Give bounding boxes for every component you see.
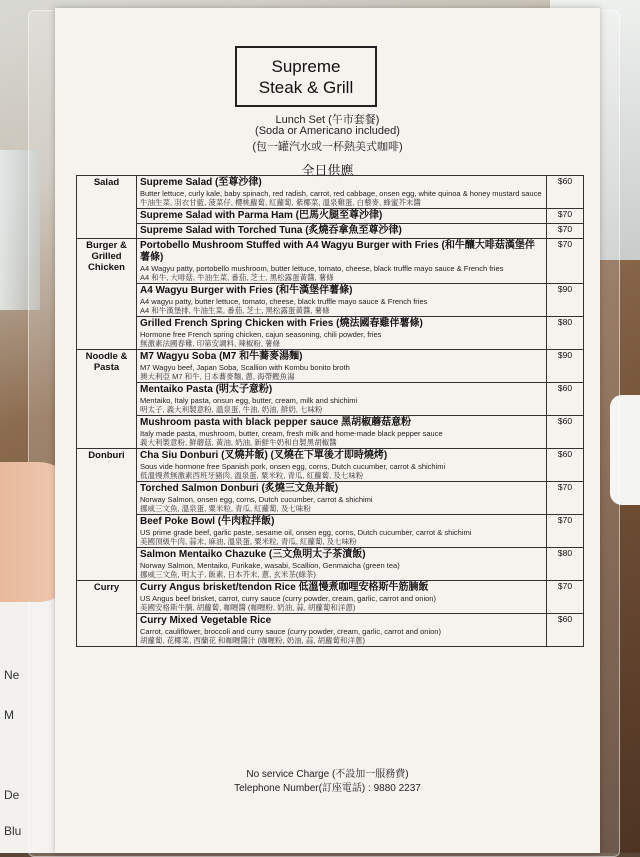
menu-item-cell [137,350,547,383]
menu-item-cell [137,581,547,614]
item-description: Sous vide hormone free Spanish pork, onsen egg, corns, Dutch cucumber, carrot & shichimi [140,462,446,471]
menu-item-row [77,239,584,284]
item-description: Hormone free French spring chicken, cajun seasoning, chili powder, fries [140,330,382,339]
item-description-zh: 胡蘿蔔, 花椰菜, 西蘭花 和咖喱醬汁 (咖喱粉, 奶油, 蒜, 胡蘿蔔和洋蔥) [140,636,365,645]
all-day-note: 全日供應 [301,163,354,178]
item-name: Grilled French Spring Chicken with Fries (燒法國春雞伴薯條) [140,318,423,329]
item-name: Cha Siu Donburi (叉燒丼飯) (叉燒在下單後才即時燒烤) [140,450,388,461]
menu-item-cell [137,614,547,647]
item-description: Norway Salmon, onsen egg, corns, Dutch cucumber, carrot & shichimi [140,495,373,504]
item-description-zh: 牛油生菜, 羽衣甘藍, 菠菜仔, 櫻桃蘿蔔, 紅蘿蔔, 紫椰菜, 溫泉雞蛋, 白藜麥, 蜂蜜芥末醬 [140,198,421,207]
item-description-zh: 義大利製意粉, 鮮蘑菇, 黃油, 奶油, 新鮮牛奶和自製黑胡椒醬 [140,438,337,447]
under-menu-fragment: Ne [4,668,20,682]
category-label: Curry [77,581,137,647]
menu-item-cell [137,224,547,239]
under-menu-fragment: De [4,788,20,802]
menu-item-cell [137,284,547,317]
item-price: $60 [547,449,584,482]
item-price: $70 [547,482,584,515]
item-description: Norway Salmon, Mentaiko, Furikake, wasabi, Scallion, Genmaicha (green tea) [140,561,400,570]
menu-item-row [77,317,584,350]
item-description-zh: 美國頂級牛肉, 蒜末, 麻油, 溫泉蛋, 粟米粒, 青瓜, 紅蘿蔔, 及七味粉 [140,537,357,546]
item-price: $80 [547,317,584,350]
menu-item-row [77,350,584,383]
menu-item-row [77,449,584,482]
item-description-zh: A4 和牛漢堡排, 牛油生菜, 番茄, 芝士, 黑松露蛋黃醬, 薯條 [140,306,330,315]
item-description-zh: 美國安格斯牛腩, 胡蘿蔔, 咖喱醬 (咖喱粉, 奶油, 蒜, 胡蘿蔔和洋蔥) [140,603,356,612]
menu-item-row [77,515,584,548]
menu-item-cell [137,515,547,548]
under-menu-fragment: Blu [4,824,22,838]
menu-item-cell [137,383,547,416]
item-description: US prime grade beef, garlic paste, sesame oil, onsen egg, corns, Dutch cucumber, carrot & shichimi [140,528,472,537]
menu-item-cell [137,317,547,350]
service-charge-note: No service Charge (不設加一服務費) [246,769,409,780]
drink-included-zh: (包一罐汽水或一杯熱美式咖啡) [252,141,403,153]
item-price: $60 [547,416,584,449]
menu-item-row [77,383,584,416]
item-description-zh: 挪威三文魚, 溫泉蛋, 粟米粒, 青瓜, 紅蘿蔔, 及七味粉 [140,504,311,513]
menu-item-row [77,284,584,317]
item-name: Beef Poke Bowl (牛肉粒拌飯) [140,516,275,527]
item-price: $90 [547,350,584,383]
item-price: $90 [547,284,584,317]
category-label: Noodle & Pasta [77,350,137,449]
item-description: Italy made pasta, mushroom, butter, cream, fresh milk and home-made black pepper sauce [140,429,443,438]
item-name: Supreme Salad with Parma Ham (巴馬火腿至尊沙律) [140,210,383,221]
item-description-zh: A4 和牛, 大啡菇, 牛油生菜, 番茄, 芝士, 黑松露蛋黃醬, 薯條 [140,273,334,282]
item-price: $70 [547,209,584,224]
menu-item-cell [137,176,547,209]
menu-item-cell [137,449,547,482]
item-description: A4 wagyu patty, butter lettuce, tomato, cheese, black truffle mayo sauce & French fries [140,297,428,306]
menu-item-row [77,176,584,209]
category-label: Salad [77,176,137,239]
menu-item-cell [137,548,547,581]
item-description: Carrot, cauliflower, broccoli and curry sauce (curry powder, cream, garlic, carrot and onion) [140,627,441,636]
restaurant-subtitle: Steak & Grill [258,78,354,97]
menu-table [76,175,584,647]
item-name: Mentaiko Pasta (明太子意粉) [140,384,273,395]
item-name: Torched Salmon Donburi (炙燒三文魚丼飯) [140,483,339,494]
item-price: $60 [547,614,584,647]
item-name: Portobello Mushroom Stuffed with A4 Wagyu Burger with Fries (和牛釀大啡菇漢堡伴薯條) [140,240,535,263]
under-menu-fragment: M [4,708,14,722]
menu-item-row [77,614,584,647]
item-price: $70 [547,581,584,614]
item-description: M7 Wagyu beef, Japan Soba, Scallion with Kombu bonito broth [140,363,350,372]
restaurant-name: Supreme [271,57,341,76]
menu-item-row [77,416,584,449]
item-description-zh: 低溫慢煮無激素西班牙豬肉, 溫泉蛋, 粟米粒, 青瓜, 紅蘿蔔, 及七味粉 [140,471,364,480]
category-label: Burger & Grilled Chicken [77,239,137,350]
item-name: Curry Angus brisket/tendon Rice 低溫慢煮咖哩安格斯牛筋腩飯 [140,582,429,593]
item-price: $80 [547,548,584,581]
restaurant-logo-box [235,46,377,107]
item-description: A4 Wagyu patty, portobello mushroom, butter lettuce, tomato, cheese, black truffle mayo sauce & French fries [140,264,504,273]
menu-item-row [77,482,584,515]
drink-included: (Soda or Americano included) [255,125,400,137]
menu-item-cell [137,239,547,284]
menu-item-cell [137,209,547,224]
lunch-set-title: Lunch Set (午市套餐) [275,114,380,126]
item-name: A4 Wagyu Burger with Fries (和牛漢堡伴薯條) [140,285,353,296]
item-description: US Angus beef brisket, carrot, curry sauce (curry powder, cream, garlic, carrot and onion) [140,594,436,603]
category-label: Donburi [77,449,137,581]
menu-item-cell [137,416,547,449]
item-price: $70 [547,239,584,284]
item-description: Butter lettuce, curly kale, baby spinach, red radish, carrot, red cabbage, onsen egg, white quinoa & honey mustard sauce [140,189,542,198]
item-price: $70 [547,515,584,548]
menu-item-cell [137,482,547,515]
item-price: $70 [547,224,584,239]
menu-item-row [77,548,584,581]
item-price: $60 [547,383,584,416]
menu-item-row [77,581,584,614]
phone-number: Telephone Number(訂座電話) : 9880 2237 [234,783,421,794]
item-name: M7 Wagyu Soba (M7 和牛蕎麥湯麵) [140,351,303,362]
item-description: Mentaiko, Italy pasta, onsun egg, butter, cream, milk and shichimi [140,396,358,405]
item-description-zh: 挪威三文魚, 明太子, 飯素, 日本芥末, 蔥, 玄米茶(綠茶) [140,570,316,579]
item-description-zh: 澳大利亞 M7 和牛, 日本蕎麥麵, 蔥, 海帶鰹魚湯 [140,372,295,381]
item-description-zh: 明太子, 義大利製意粉, 溫泉蛋, 牛油, 奶油, 鮮奶, 七味粉 [140,405,323,414]
menu-item-row [77,209,584,224]
item-name: Supreme Salad with Torched Tuna (炙燒吞拿魚至尊沙律) [140,225,402,236]
item-description-zh: 無激素法國春雞, 印第安調料, 辣椒粉, 薯條 [140,339,281,348]
item-name: Supreme Salad (至尊沙律) [140,177,262,188]
item-name: Salmon Mentaiko Chazuke (三文魚明太子茶漬飯) [140,549,366,560]
item-price: $60 [547,176,584,209]
menu-item-row [77,224,584,239]
menu-sheet [55,8,600,853]
item-name: Curry Mixed Vegetable Rice [140,615,272,626]
item-name: Mushroom pasta with black pepper sauce 黑胡椒蘑菇意粉 [140,417,412,428]
